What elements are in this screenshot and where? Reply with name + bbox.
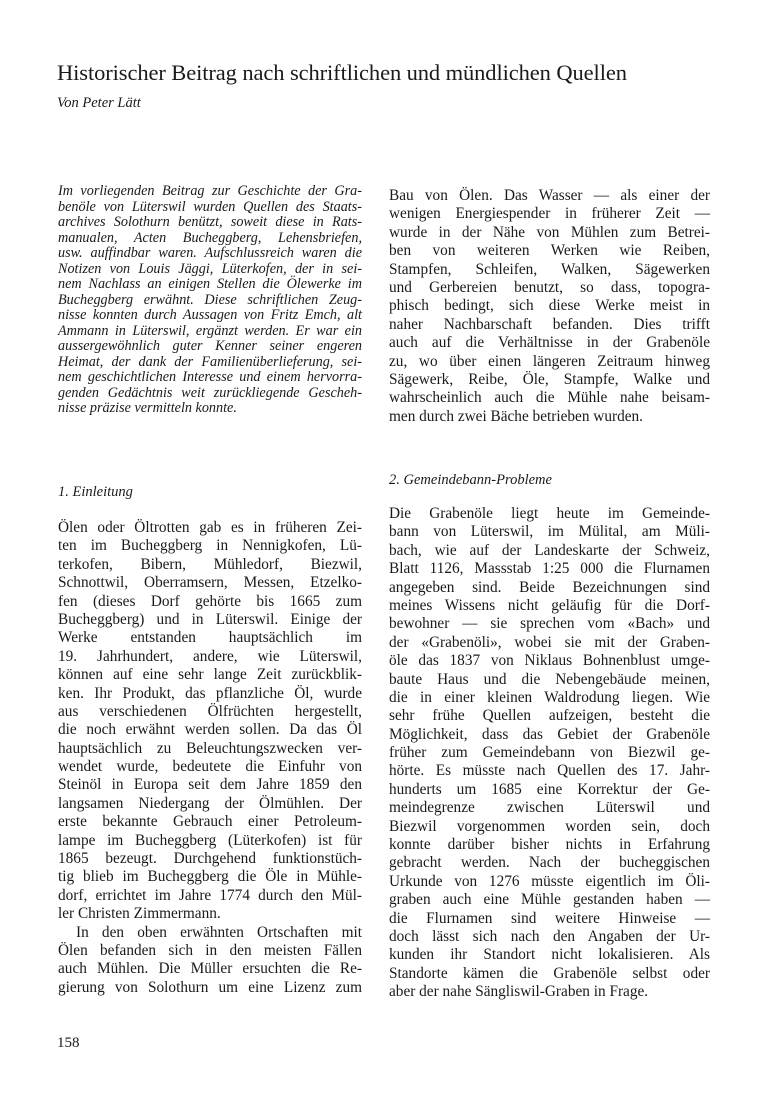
text-line: bach, wie auf der Landeskarte der Schweiz, [389, 541, 710, 559]
paragraph [389, 505, 710, 1002]
text-line: Bucheggberg) und in Lüterswil. Einige der [58, 610, 362, 628]
paragraph [389, 187, 710, 426]
text-line: gebracht werden. Nach der bucheggischen [389, 854, 710, 872]
text-line: tig blieb im Bucheggberg die Öle in Mühle- [58, 868, 362, 886]
text-line: auch auf die Verhältnisse in der Grabenöle [389, 334, 710, 352]
text-line: benöle von Lüterswil wurden Quellen des Staats- [58, 198, 362, 215]
text-line: naher Nachbarschaft befanden. Dies trifft [389, 315, 710, 333]
text-line: hunderts um 1685 eine Korrektur der Ge- [389, 780, 710, 798]
text-line: Biezwil vorgenommen worden sein, doch [389, 817, 710, 835]
text-line: Standorte kämen die Grabenöle selbst oder [389, 964, 710, 982]
text-line: öle das 1837 von Niklaus Bohnenblust umge- [389, 652, 710, 670]
text-line: Werke entstanden hauptsächlich im [58, 629, 362, 647]
text-line: nem geschichtlichen Interesse und einem hervorra- [58, 369, 362, 385]
text-line: lampe im Bucheggberg (Lüterkofen) ist für [58, 831, 362, 849]
text-line: und Gerbereien benutzt, so dass, topogra- [389, 278, 710, 296]
text-line: meindegrenze zwischen Lüterswil und [389, 799, 710, 817]
text-line: die noch erwähnt werden sollen. Da das Öl [58, 721, 362, 739]
text-line: nisse konnten durch Aussagen von Fritz Emch, alt [58, 307, 362, 323]
page-number: 158 [57, 1035, 80, 1051]
text-line: 1865 bezeugt. Durchgehend funktionstüch- [58, 850, 362, 868]
text-line: zu, wo über einen längeren Zeitraum hinweg [389, 352, 710, 370]
text-line: Stampfen, Schleifen, Walken, Sägewerken [389, 260, 710, 278]
article-author: Von Peter Lätt [57, 95, 141, 111]
text-line: In den oben erwähnten Ortschaften mit [76, 923, 362, 941]
abstract [58, 184, 362, 417]
text-line: Die Grabenöle liegt heute im Gemeinde- [389, 505, 710, 522]
text-line: nem Nachlass an einigen Stellen die Ölewerke im [58, 276, 362, 292]
text-line: hörte. Es müsste nach Quellen des 17. Jahr- [389, 762, 710, 780]
text-line: wendet wurde, bedeutete die Einfuhr von [58, 758, 362, 776]
text-line: dorf, errichtet im Jahre 1774 durch den Mül- [58, 886, 362, 904]
text-line: wurde in der Nähe von Mühlen zum Betrei- [389, 223, 710, 241]
text-line: bewohner — sie sprechen vom «Bach» und [389, 615, 710, 633]
text-line: ben von weiteren Werken wie Reiben, [389, 242, 710, 260]
text-line: ken. Ihr Produkt, das pflanzliche Öl, wurde [58, 684, 362, 702]
text-line: aber der nahe Sängliswil-Graben in Frage. [389, 983, 649, 1001]
text-line: aussergewöhnlich guter Kenner seiner engeren [58, 338, 362, 354]
text-line: wahrscheinlich auch die Mühle nahe beisam- [389, 389, 710, 407]
text-line: Urkunde von 1276 müsste eigentlich im Öli- [389, 872, 710, 890]
text-line: Ölen befanden sich in den meisten Fällen [58, 941, 362, 959]
text-line: angegeben sind. Beide Bezeichnungen sind [389, 578, 710, 596]
text-line: Sägewerk, Reibe, Öle, Stampfe, Walke und [389, 370, 710, 388]
text-line: terkofen, Bibern, Mühledorf, Biezwil, [58, 555, 362, 573]
paragraph [58, 519, 362, 924]
text-line: Heimat, der dank der Familienüberlieferung, sei- [58, 353, 362, 370]
text-line: ten im Bucheggberg in Nennigkofen, Lü- [58, 537, 362, 555]
text-line: die Flurnamen sind weitere Hinweise — [389, 909, 710, 927]
text-line: Notizen von Louis Jäggi, Lüterkofen, der in sei- [58, 260, 362, 277]
text-line: Blatt 1126, Massstab 1:25 000 die Flurnamen [389, 560, 710, 578]
text-line: usw. auffindbar waren. Aufschlussreich waren die [58, 245, 362, 261]
text-line: früher zum Gemeindebann von Biezwil ge- [389, 744, 710, 762]
text-line: gierung von Solothurn um eine Lizenz zum [58, 978, 362, 996]
text-line: manualen, Acten Bucheggberg, Lehensbriefen, [58, 229, 362, 246]
text-line: kunden ihr Standort nicht lokalisieren. Als [389, 946, 710, 964]
text-line: phisch bedingt, sich diese Werke meist in [389, 297, 710, 315]
text-line: aus verschiedenen Ölfrüchten hergestellt, [58, 702, 362, 720]
text-line: wenigen Energiespender in früherer Zeit — [389, 205, 710, 223]
text-line: erste bekannte Gebrauch einer Petroleum- [58, 813, 362, 831]
text-line: archives Solothurn benützt, soweit diese in Rats- [58, 214, 362, 230]
text-line: können auf eine sehr lange Zeit zurückblik- [58, 666, 362, 684]
paragraph [58, 924, 362, 998]
text-line: langsamen Niedergang der Ölmühlen. Der [58, 794, 362, 812]
text-line: baute Haus und die Nebengebäude meinen, [389, 670, 710, 688]
text-line: Bau von Ölen. Das Wasser — als einer der [389, 187, 710, 204]
section-heading-einleitung: 1. Einleitung [58, 484, 133, 500]
text-line: auch Mühlen. Die Müller ersuchten die Re- [58, 960, 362, 978]
text-line: doch lässt sich nach den Angaben der Ur- [389, 927, 710, 945]
section-gemeindebann-body [389, 505, 710, 1002]
text-line: men durch zwei Bäche betrieben wurden. [389, 407, 643, 425]
article-title: Historischer Beitrag nach schriftlichen und mündlichen Quellen [57, 60, 627, 85]
text-line: Steinöl in Europa seit dem Jahre 1859 den [58, 776, 362, 794]
text-line: konnte darüber bisher nichts in Erfahrung [389, 836, 710, 854]
text-line: hauptsächlich zu Beleuchtungszwecken ver- [58, 739, 362, 757]
section-heading-gemeindebann: 2. Gemeindebann-Probleme [389, 472, 552, 488]
text-line: 19. Jahrhundert, andere, wie Lüterswil, [58, 647, 362, 665]
text-line: meines Wissens nicht geläufig für die Dorf- [389, 596, 710, 614]
section-einleitung-continued [389, 187, 710, 426]
text-line: graben auch eine Mühle gestanden haben — [389, 891, 710, 909]
text-line: Möglichkeit, dass das Gebiet der Grabenöle [389, 725, 710, 743]
text-line: bann von Lüterswil, im Mülital, am Müli- [389, 523, 710, 541]
text-line: der «Grabenöli», wobei sie mit der Graben- [389, 633, 710, 651]
text-line: fen (dieses Dorf gehörte bis 1665 zum [58, 592, 362, 610]
section-einleitung-body [58, 519, 362, 997]
text-line: die in einer kleinen Waldrodung liegen. Wie [389, 688, 710, 706]
text-line: Im vorliegenden Beitrag zur Geschichte der Gra- [58, 183, 362, 199]
text-line: ler Christen Zimmermann. [58, 905, 221, 923]
text-line: nisse präzise vermitteln konnte. [58, 400, 237, 416]
text-line: genden Gedächtnis weit zurückliegende Gescheh- [58, 384, 362, 401]
text-line: sehr frühe Quellen aufzeigen, besteht die [389, 707, 710, 725]
text-line: Ammann in Lüterswil, ergänzt werden. Er war ein [58, 322, 362, 339]
text-line: Bucheggberg erwähnt. Diese schriftlichen Zeug- [58, 291, 362, 308]
text-line: Ölen oder Öltrotten gab es in früheren Zei- [58, 519, 362, 536]
text-line: Schnottwil, Oberramsern, Messen, Etzelko- [58, 574, 362, 592]
